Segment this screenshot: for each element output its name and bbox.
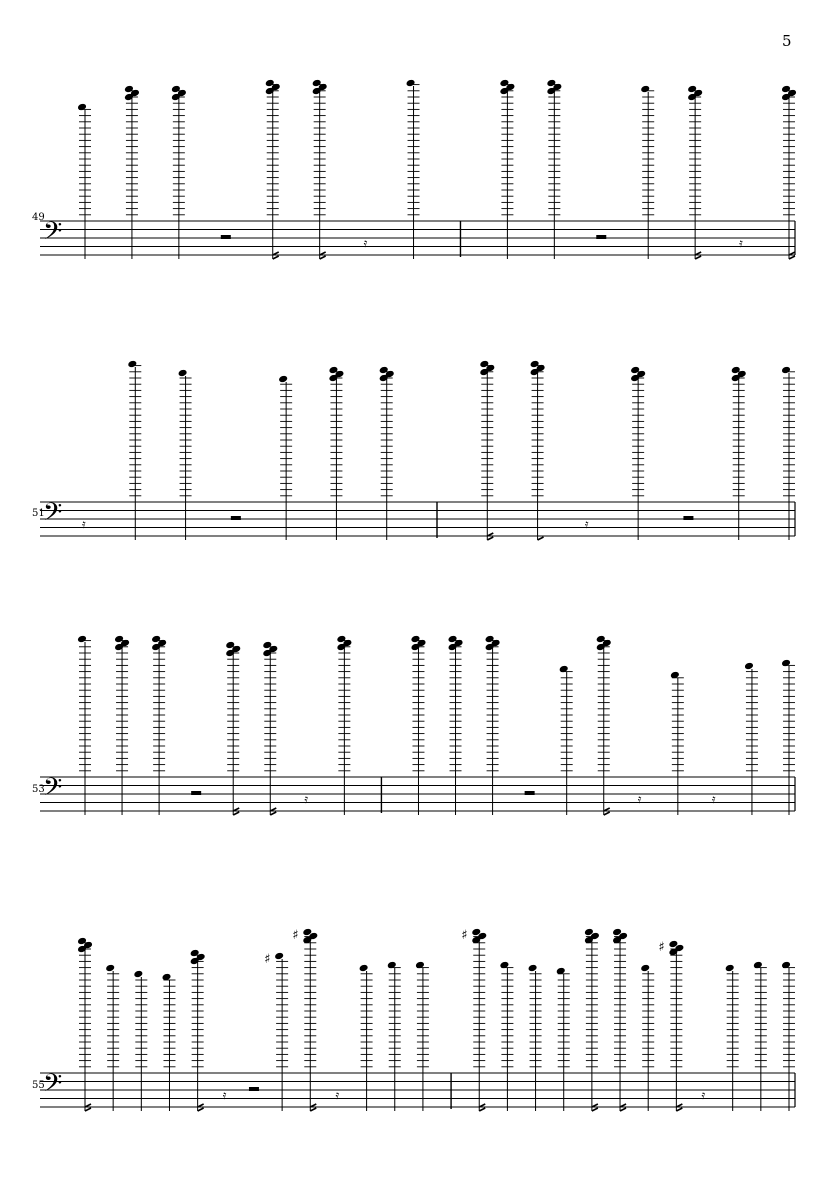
bass-clef-icon: 𝄢 <box>43 1069 63 1104</box>
note-flag <box>479 1108 485 1111</box>
note-flag <box>620 1108 626 1111</box>
page-number: 5 <box>782 32 792 50</box>
note-flag <box>310 1108 316 1111</box>
staff-system <box>40 79 797 259</box>
note-head <box>781 659 791 668</box>
staff-system <box>40 635 795 815</box>
note-head <box>640 85 650 94</box>
note-flag <box>789 256 795 259</box>
short-rest: 𝄿 <box>304 792 309 807</box>
bass-clef-icon: 𝄢 <box>43 217 63 252</box>
note-head <box>278 375 288 384</box>
note-head <box>781 366 791 375</box>
half-rest <box>249 1087 259 1091</box>
sharp-icon: ♯ <box>292 928 299 943</box>
staff-system <box>40 928 795 1111</box>
short-rest: 𝄿 <box>739 236 743 251</box>
note-head <box>744 662 754 671</box>
note-head <box>725 964 735 973</box>
half-rest <box>191 791 201 795</box>
note-flag <box>604 812 610 815</box>
note-head <box>274 952 284 961</box>
short-rest: 𝄿 <box>701 1088 706 1103</box>
measure-number: 51 <box>32 508 45 519</box>
note-head <box>127 360 137 369</box>
note-flag <box>270 812 276 815</box>
note-flag <box>273 256 279 259</box>
note-head <box>528 964 538 973</box>
note-head <box>77 635 87 644</box>
half-rest <box>683 516 693 520</box>
sharp-icon: ♯ <box>658 940 665 955</box>
note-head <box>77 103 87 112</box>
short-rest: 𝄿 <box>637 792 642 807</box>
note-flag <box>592 1108 598 1111</box>
note-flag <box>320 256 326 259</box>
note-flag <box>695 256 701 259</box>
half-rest <box>525 791 535 795</box>
note-head <box>178 369 188 378</box>
bass-clef-icon: 𝄢 <box>43 773 63 808</box>
bass-clef-icon: 𝄢 <box>43 498 63 533</box>
measure-number: 53 <box>32 784 45 795</box>
short-rest: 𝄿 <box>335 1088 340 1103</box>
note-head <box>105 964 115 973</box>
short-rest: 𝄿 <box>222 1088 227 1103</box>
note-flag <box>487 537 493 540</box>
staff-system <box>40 360 795 540</box>
note-flag <box>233 812 239 815</box>
half-rest <box>221 235 231 239</box>
note-flag <box>198 1108 204 1111</box>
note-flag <box>676 1108 682 1111</box>
short-rest: 𝄿 <box>82 517 86 532</box>
measure-number: 49 <box>32 212 45 223</box>
half-rest <box>231 516 241 520</box>
half-rest <box>596 235 606 239</box>
sharp-icon: ♯ <box>461 928 468 943</box>
note-head <box>133 970 143 979</box>
short-rest: 𝄿 <box>584 517 589 532</box>
note-head <box>640 964 650 973</box>
sharp-icon: ♯ <box>264 952 271 967</box>
note-head <box>359 964 369 973</box>
note-flag <box>85 1108 91 1111</box>
note-flag <box>538 537 544 540</box>
short-rest: 𝄿 <box>363 236 368 251</box>
short-rest: 𝄿 <box>711 792 716 807</box>
measure-number: 55 <box>32 1080 45 1091</box>
note-head <box>406 79 416 88</box>
